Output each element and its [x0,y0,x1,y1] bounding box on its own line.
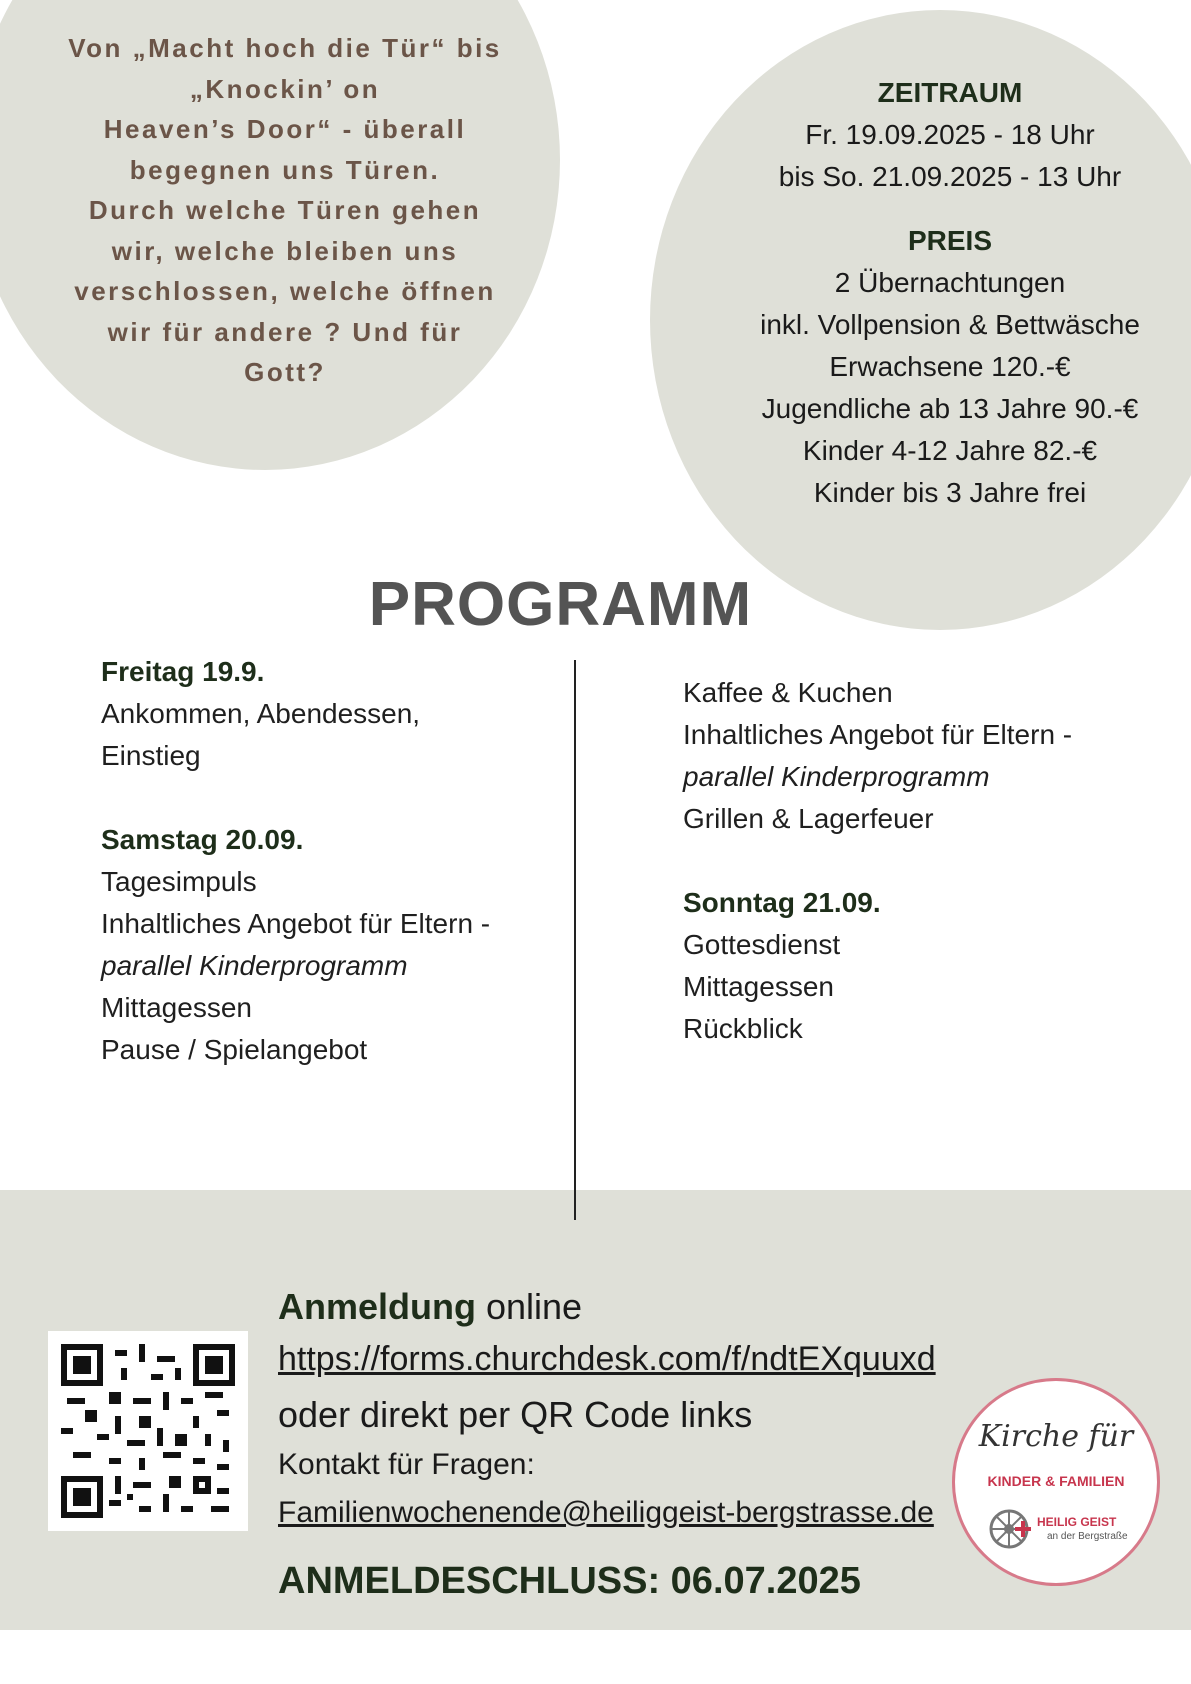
qr-note: oder direkt per QR Code links [278,1394,753,1435]
preis-line: inkl. Vollpension & Bettwäsche [760,309,1140,340]
program-item: Einstieg [101,740,201,771]
qr-code-icon[interactable] [48,1331,248,1531]
program-item: parallel Kinderprogramm [683,761,990,792]
registration-link[interactable]: https://forms.churchdesk.com/f/ndtEXquuxd [278,1340,936,1378]
program-item: Inhaltliches Angebot für Eltern - [683,719,1073,750]
band-edge [0,1630,1191,1684]
intro-line: wir für andere ? Und für [107,316,463,347]
logo-script: Kirche für [978,1419,1134,1454]
program-item: Rückblick [683,1013,803,1044]
registration-heading [278,1286,582,1328]
contact-email-link[interactable]: Familienwochenende@heiliggeist-bergstrasse.de [278,1496,934,1529]
programm-right-column [683,672,1153,1050]
program-item: Ankommen, Abendessen, [101,698,421,729]
program-item: Grillen & Lagerfeuer [683,803,934,834]
intro-line: „Knockin’ on [189,73,381,104]
parish-logo [952,1378,1160,1586]
zeitraum-line: bis So. 21.09.2025 - 13 Uhr [778,161,1122,192]
intro-line: Von „Macht hoch die Tür“ bis [68,33,502,63]
intro-line: wir, welche bleiben uns [111,235,459,266]
intro-line: verschlossen, welche öffnen [74,276,496,306]
logo-location: an der Bergstraße [1047,1531,1128,1542]
preis-heading: PREIS [907,225,993,256]
registration-rest: online [475,1286,583,1327]
program-item: Mittagessen [101,992,252,1023]
column-divider [574,660,576,1220]
programm-title: PROGRAMM [368,570,753,639]
intro-text [35,28,535,393]
program-item: Pause / Spielangebot [101,1034,368,1065]
intro-line: begegnen uns Türen. [129,154,441,185]
preis-line: 2 Übernachtungen [834,267,1066,298]
logo-subtitle: KINDER & FAMILIEN [987,1473,1125,1489]
zeitraum-heading: ZEITRAUM [877,77,1023,108]
registration-bold: Anmeldung [278,1286,476,1327]
zeitraum-line: Fr. 19.09.2025 - 18 Uhr [805,119,1095,150]
day-heading-samstag: Samstag 20.09. [101,824,304,855]
preis-line: Jugendliche ab 13 Jahre 90.-€ [761,393,1139,424]
program-item: Tagesimpuls [101,866,257,897]
programm-left-column [101,651,571,1071]
preis-line: Kinder 4-12 Jahre 82.-€ [802,435,1098,466]
intro-line: Heaven’s Door“ - überall [103,114,467,144]
program-item: Kaffee & Kuchen [683,677,893,708]
intro-line: Durch welche Türen gehen [88,195,482,225]
day-heading-sonntag: Sonntag 21.09. [683,887,881,918]
program-item: Mittagessen [683,971,834,1002]
logo-parish: HEILIG GEIST [1037,1515,1117,1529]
program-item: Gottesdienst [683,929,841,960]
church-wheel-logo-icon [987,1507,1031,1551]
contact-label: Kontakt für Fragen: [278,1448,535,1481]
preis-line: Kinder bis 3 Jahre frei [813,477,1087,508]
intro-line: Gott? [244,357,326,387]
program-item: Inhaltliches Angebot für Eltern - [101,908,491,939]
day-heading-freitag: Freitag 19.9. [101,656,265,687]
preis-line: Erwachsene 120.-€ [829,351,1071,382]
program-item: parallel Kinderprogramm [101,950,408,981]
info-block [735,72,1165,514]
registration-deadline: ANMELDESCHLUSS: 06.07.2025 [278,1560,861,1602]
